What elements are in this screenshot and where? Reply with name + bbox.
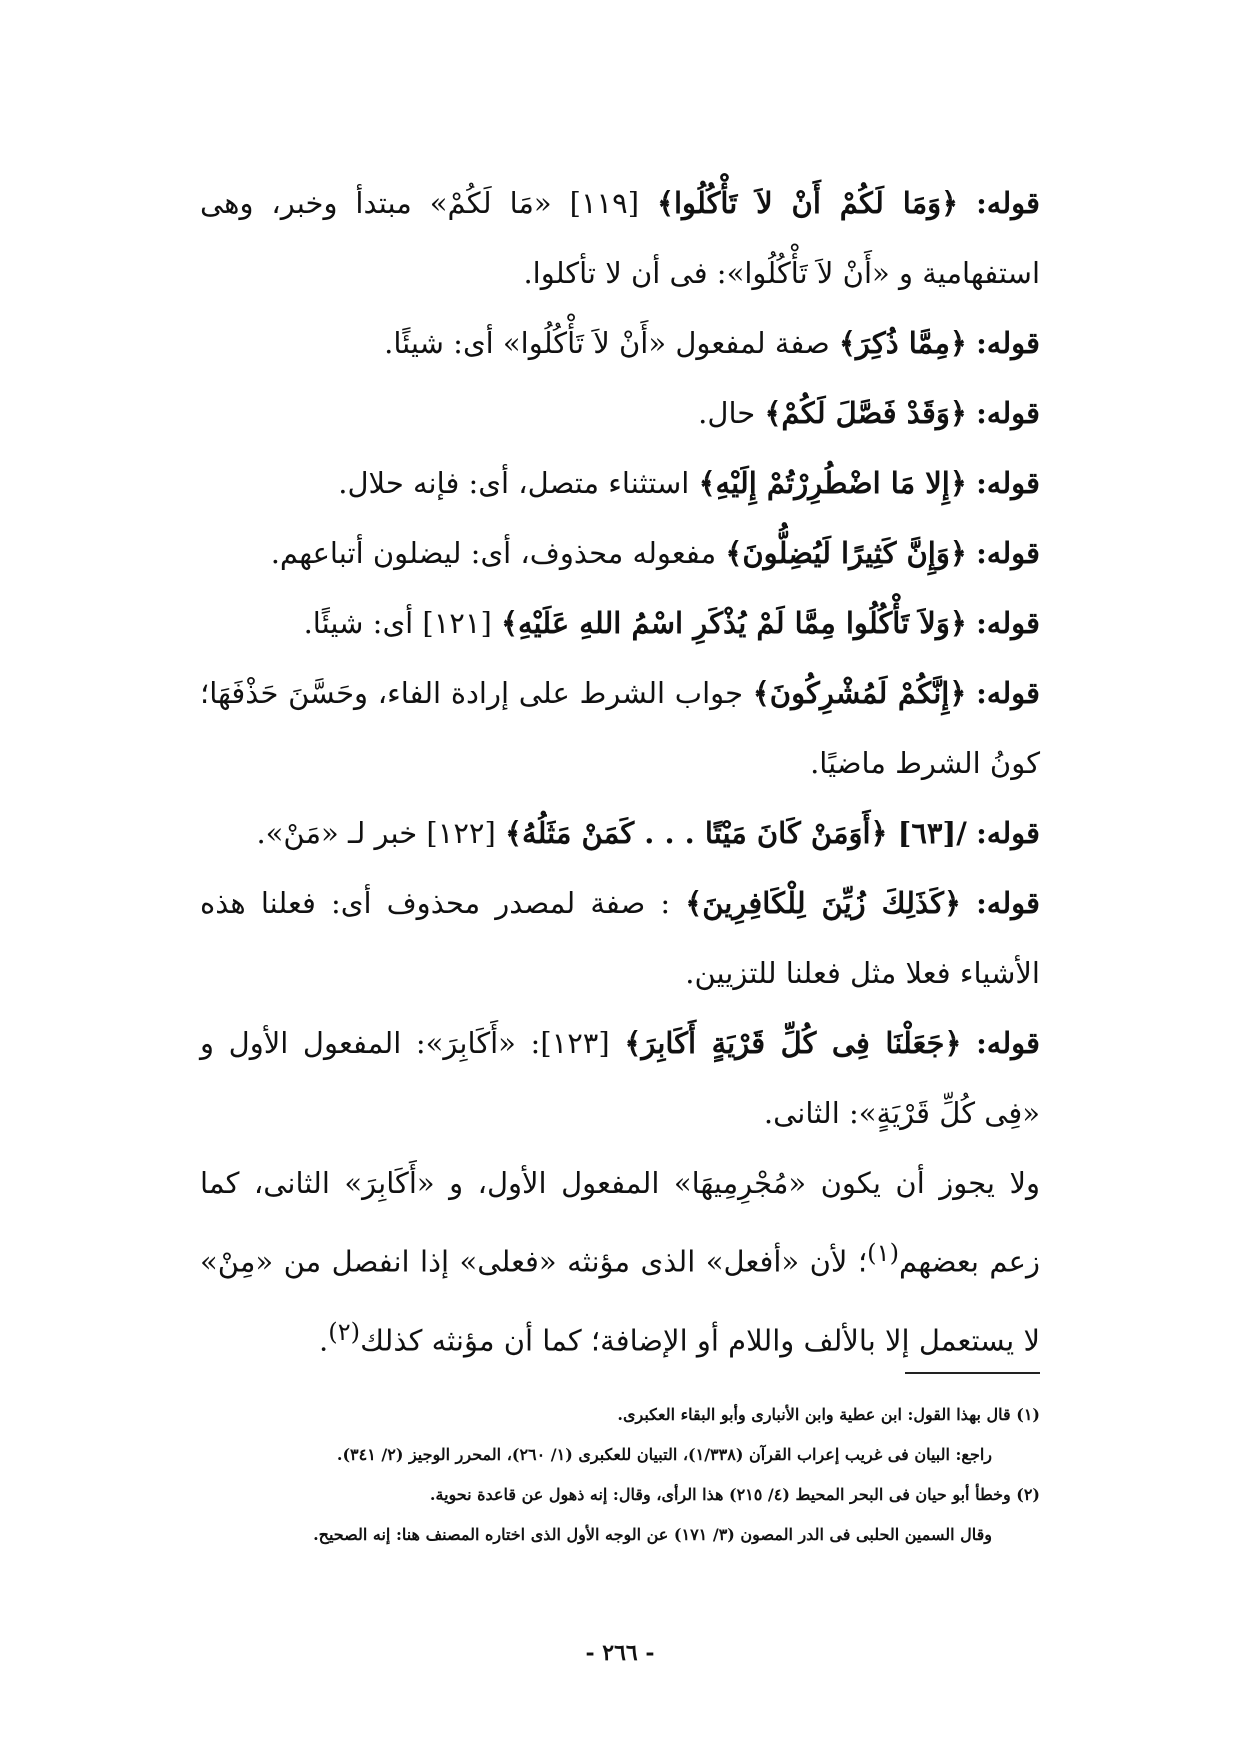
footnotes-section <box>300 1395 1040 1555</box>
page-number: - ٢٦٦ - <box>585 1640 655 1666</box>
closing-paragraph <box>200 1148 1040 1375</box>
quran-phrase: ﴿وَلاَ تَأْكُلُوا مِمَّا لَمْ يُذْكَرِ اسْمُ اللهِ عَلَيْهِ﴾ <box>501 606 967 640</box>
footnote-2: (٢) وخطأ أبو حيان فى البحر المحيط (٤/ ٢١٥) هذا الرأى، وقال: إنه ذهول عن قاعدة نحوية. <box>429 1485 1040 1504</box>
quran-phrase: ﴿إِلا مَا اضْطُرِرْتُمْ إِلَيْهِ﴾ <box>698 466 967 500</box>
commentary-text: [١٢٢] خبر لـ «مَنْ». <box>256 816 496 850</box>
entry-lead: قوله: <box>976 186 1041 220</box>
commentary-text: صفة لمفعول «أَنْ لاَ تَأْكُلُوا» أى: شيئًا. <box>384 326 830 360</box>
entry-paragraph-1 <box>200 168 1040 308</box>
entry-lead: قوله: <box>976 816 1040 850</box>
entry-paragraph-9 <box>200 868 1040 1008</box>
commentary-text: حال. <box>698 396 756 430</box>
commentary-text: مفعوله محذوف، أى: ليضلون أتباعهم. <box>270 536 717 570</box>
footnote-ref-1[interactable]: (١) <box>867 1239 900 1267</box>
footnote-1: (١) قال بهذا القول: ابن عطية وابن الأنبارى وأبو البقاء العكبرى. <box>617 1405 1040 1424</box>
quran-phrase: ﴿إِنَّكُمْ لَمُشْرِكُونَ﴾ <box>752 676 967 710</box>
entry-lead: قوله: <box>976 536 1040 570</box>
entry-lead: قوله: <box>976 886 1041 920</box>
footnote-separator <box>905 1372 1040 1374</box>
closing-text-part3: . <box>319 1323 329 1358</box>
entry-lead: قوله: <box>976 326 1040 360</box>
entry-paragraph-7 <box>200 658 1040 798</box>
commentary-text: استثناء متصل، أى: فإنه حلال. <box>338 466 690 500</box>
main-text <box>200 168 1040 1375</box>
closing-text-part1: ولا يجوز أن يكون «مُجْرِمِيهَا» المفعول الأول، و «أَكَابِرَ» الثانى، كما زعم بعضهم <box>200 1166 1040 1279</box>
commentary-text: [١٢٣]: «أَكَابِرَ»: المفعول الأول و «فِى كُلِّ قَرْيَةٍ»: الثانى. <box>200 1026 1040 1130</box>
entry-paragraph-5 <box>200 518 1040 588</box>
quran-phrase: ﴿وَقَدْ فَصَّلَ لَكُمْ﴾ <box>764 396 967 430</box>
entry-paragraph-2 <box>200 308 1040 378</box>
entry-lead: قوله: <box>976 466 1040 500</box>
footnote-2-continuation: وقال السمين الحلبى فى الدر المصون (٣/ ١٧١) عن الوجه الأول الذى اختاره المصنف هنا: إنه الصحيح. <box>313 1525 992 1544</box>
entry-paragraph-10 <box>200 1008 1040 1148</box>
quran-phrase: ﴿مِمَّا ذُكِرَ﴾ <box>838 326 967 360</box>
quran-phrase: ﴿وَإِنَّ كَثِيرًا لَيُضِلُّونَ﴾ <box>725 536 967 570</box>
closing-text-part2: ؛ لأن «أفعل» الذى مؤنثه «فعلى» إذا انفصل من «مِنْ» لا يستعمل إلا بالألف واللام أو الإضافة؛ كما أن مؤنثه كذلك <box>200 1244 1040 1358</box>
entry-paragraph-4 <box>200 448 1040 518</box>
entry-paragraph-8 <box>200 798 1040 868</box>
commentary-text: جواب الشرط على إرادة الفاء، وحَسَّنَ حَذْفَهَا؛ كونُ الشرط ماضيًا. <box>200 676 1040 780</box>
commentary-text: [١١٩] «مَا لَكُمْ» مبتدأ وخبر، وهى استفهامية و «أَنْ لاَ تَأْكُلُوا»: فى أن لا تأكلوا. <box>200 186 1040 290</box>
footnote-ref-2[interactable]: (٢) <box>328 1317 361 1346</box>
footnote-1-continuation: راجع: البيان فى غريب إعراب القرآن (١/٣٣٨)، التبيان للعكبرى (١/ ٢٦٠)، المحرر الوجيز (٢/ ٣٤١). <box>336 1445 992 1464</box>
commentary-text: : صفة لمصدر محذوف أى: فعلنا هذه الأشياء فعلا مثل فعلنا للتزيين. <box>200 886 1040 990</box>
entry-lead: قوله: <box>976 396 1040 430</box>
quran-phrase: ﴿كَذَلِكَ زُيِّنَ لِلْكَافِرِينَ﴾ <box>685 886 961 920</box>
quran-phrase: /[٦٣] ﴿أَوَمَنْ كَانَ مَيْتًا . . . كَمَنْ مَثَلُهُ﴾ <box>505 816 967 850</box>
quran-phrase: ﴿جَعَلْنَا فِى كُلِّ قَرْيَةٍ أَكَابِرَ﴾ <box>624 1026 962 1060</box>
entry-lead: قوله: <box>976 606 1040 640</box>
quran-phrase: ﴿وَمَا لَكُمْ أَنْ لاَ تَأْكُلُوا﴾ <box>656 186 959 220</box>
commentary-text: [١٢١] أى: شيئًا. <box>303 606 492 640</box>
entry-lead: قوله: <box>976 1026 1041 1060</box>
entry-paragraph-6 <box>200 588 1040 658</box>
entry-lead: قوله: <box>976 676 1040 710</box>
entry-paragraph-3 <box>200 378 1040 448</box>
